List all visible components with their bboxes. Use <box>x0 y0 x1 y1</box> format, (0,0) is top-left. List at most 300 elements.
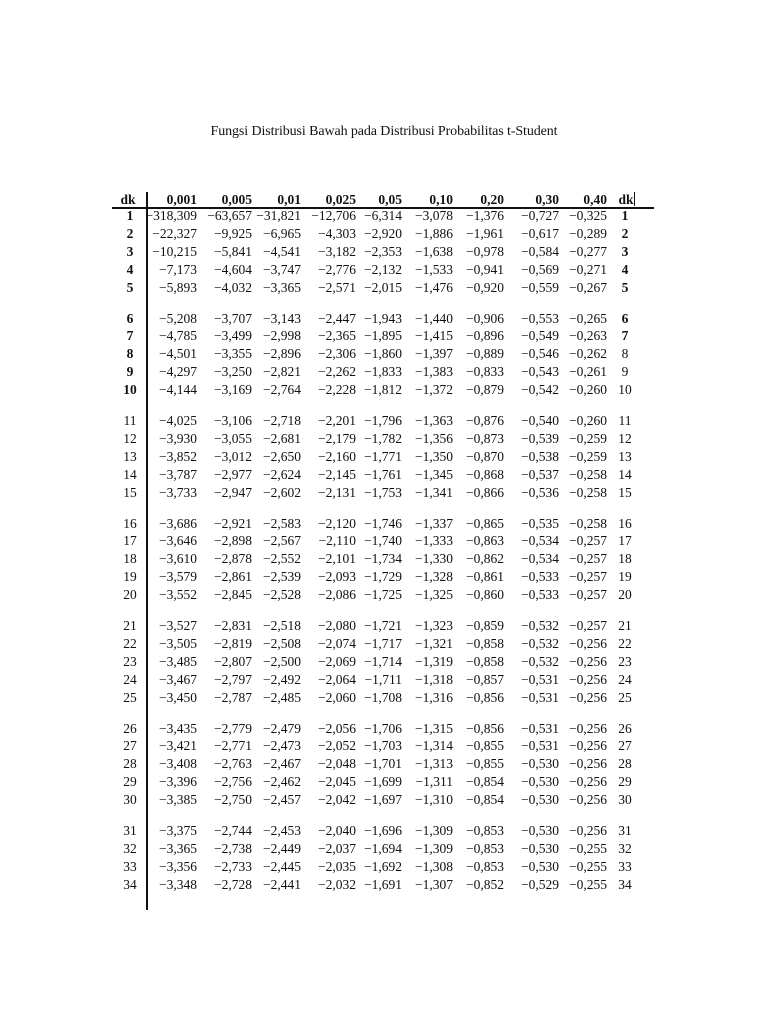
row-dk-right: 11 <box>618 413 632 428</box>
table-cell: −2,898 <box>214 533 252 549</box>
table-cell: −0,530 <box>521 756 559 772</box>
table-cell: −1,703 <box>364 738 402 754</box>
table-row <box>0 586 768 604</box>
table-row <box>0 671 768 689</box>
table-cell: −0,529 <box>521 876 559 892</box>
table-cell: −2,048 <box>318 756 356 772</box>
table-cell: −1,729 <box>364 569 402 585</box>
table-cell: −3,747 <box>263 261 301 277</box>
table-cell: −2,120 <box>318 515 356 531</box>
table-cell: −1,337 <box>415 515 453 531</box>
row-dk-left: 27 <box>123 738 137 754</box>
table-cell: −1,886 <box>415 225 453 241</box>
table-cell: −0,530 <box>521 823 559 838</box>
table-cell: −1,753 <box>364 484 402 500</box>
row-dk-left: 28 <box>123 756 137 772</box>
table-cell: −0,257 <box>569 569 607 585</box>
table-cell: −0,861 <box>466 569 504 585</box>
table-row <box>0 327 768 345</box>
row-dk-right: 26 <box>618 720 632 736</box>
table-cell: −0,856 <box>466 689 504 705</box>
table-cell: −2,518 <box>263 618 301 633</box>
table-cell: −3,055 <box>214 430 252 446</box>
row-dk-right: 20 <box>618 587 632 603</box>
table-cell: −1,415 <box>415 328 453 344</box>
table-cell: −2,069 <box>318 653 356 669</box>
table-cell: −0,879 <box>466 382 504 398</box>
table-cell: −2,365 <box>318 328 356 344</box>
table-cell: −2,042 <box>318 792 356 808</box>
row-dk-left: 15 <box>123 484 137 500</box>
table-cell: −2,861 <box>214 569 252 585</box>
table-cell: −1,711 <box>364 671 402 687</box>
table-cell: −0,532 <box>521 618 559 633</box>
table-cell: −2,132 <box>364 261 402 277</box>
table-cell: −1,318 <box>415 671 453 687</box>
table-row <box>0 207 768 225</box>
table-cell: −0,617 <box>521 225 559 241</box>
table-row <box>0 840 768 858</box>
row-dk-left: 24 <box>123 671 137 687</box>
table-row <box>0 791 768 809</box>
table-cell: −0,855 <box>466 738 504 754</box>
table-cell: −2,650 <box>263 448 301 464</box>
table-cell: −1,330 <box>415 551 453 567</box>
table-cell: −0,257 <box>569 587 607 603</box>
table-cell: −2,602 <box>263 484 301 500</box>
row-dk-right: 2 <box>621 225 629 241</box>
table-cell: −2,744 <box>214 823 252 838</box>
table-cell: −22,327 <box>152 225 197 241</box>
table-cell: −0,889 <box>466 346 504 362</box>
table-cell: −0,542 <box>521 382 559 398</box>
table-cell: −1,833 <box>364 364 402 380</box>
table-cell: −0,255 <box>569 876 607 892</box>
table-cell: −1,895 <box>364 328 402 344</box>
table-cell: −2,145 <box>318 466 356 482</box>
table-row <box>0 532 768 550</box>
table-cell: −2,457 <box>263 792 301 808</box>
table-cell: −2,353 <box>364 243 402 259</box>
table-cell: −6,314 <box>364 208 402 223</box>
row-dk-right: 6 <box>621 310 629 326</box>
table-cell: −2,921 <box>214 515 252 531</box>
table-cell: −4,501 <box>159 346 197 362</box>
table-cell: −31,821 <box>256 208 301 223</box>
table-cell: −3,686 <box>159 515 197 531</box>
table-cell: −1,321 <box>415 635 453 651</box>
table-cell: −10,215 <box>152 243 197 259</box>
table-cell: −0,978 <box>466 243 504 259</box>
table-cell: −1,372 <box>415 382 453 398</box>
table-cell: −0,569 <box>521 261 559 277</box>
table-row <box>0 466 768 484</box>
table-cell: −3,435 <box>159 720 197 736</box>
table-cell: −0,256 <box>569 720 607 736</box>
table-cell: −3,365 <box>263 279 301 295</box>
table-cell: −0,257 <box>569 551 607 567</box>
table-cell: −2,750 <box>214 792 252 808</box>
table-cell: −3,733 <box>159 484 197 500</box>
table-cell: −0,255 <box>569 840 607 856</box>
table-cell: −0,941 <box>466 261 504 277</box>
table-cell: −2,896 <box>263 346 301 362</box>
row-dk-right: 25 <box>618 689 632 705</box>
table-cell: −2,447 <box>318 310 356 326</box>
table-cell: −0,727 <box>521 208 559 223</box>
table-cell: −1,714 <box>364 653 402 669</box>
row-dk-left: 20 <box>123 587 137 603</box>
table-cell: −4,032 <box>214 279 252 295</box>
table-cell: −1,310 <box>415 792 453 808</box>
row-dk-left: 25 <box>123 689 137 705</box>
header-col-2: 0,005 <box>221 192 252 207</box>
table-cell: −5,893 <box>159 279 197 295</box>
table-row <box>0 515 768 533</box>
table-cell: −0,856 <box>466 720 504 736</box>
table-cell: −0,534 <box>521 551 559 567</box>
row-dk-right: 5 <box>621 279 629 295</box>
table-cell: −63,657 <box>207 208 252 223</box>
row-dk-right: 29 <box>618 774 632 790</box>
table-cell: −3,421 <box>159 738 197 754</box>
table-cell: −0,543 <box>521 364 559 380</box>
table-cell: −5,208 <box>159 310 197 326</box>
table-cell: −0,277 <box>569 243 607 259</box>
header-col-6: 0,10 <box>429 192 453 207</box>
table-cell: −2,764 <box>263 382 301 398</box>
row-dk-left: 10 <box>123 382 137 398</box>
table-cell: −0,559 <box>521 279 559 295</box>
table-cell: −0,866 <box>466 484 504 500</box>
table-cell: −2,831 <box>214 618 252 633</box>
table-cell: −0,260 <box>569 413 607 428</box>
table-cell: −1,315 <box>415 720 453 736</box>
table-cell: −0,873 <box>466 430 504 446</box>
table-cell: −2,306 <box>318 346 356 362</box>
table-cell: −1,696 <box>364 823 402 838</box>
table-cell: −1,328 <box>415 569 453 585</box>
table-cell: −0,863 <box>466 533 504 549</box>
table-cell: −0,862 <box>466 551 504 567</box>
table-cell: −1,782 <box>364 430 402 446</box>
table-cell: −1,397 <box>415 346 453 362</box>
table-cell: −1,701 <box>364 756 402 772</box>
table-cell: −2,086 <box>318 587 356 603</box>
table-cell: −2,228 <box>318 382 356 398</box>
table-cell: −0,860 <box>466 587 504 603</box>
row-dk-right: 32 <box>618 840 632 856</box>
table-cell: −3,579 <box>159 569 197 585</box>
table-cell: −1,363 <box>415 413 453 428</box>
table-row <box>0 635 768 653</box>
table-row <box>0 737 768 755</box>
table-cell: −1,309 <box>415 823 453 838</box>
table-cell: −2,064 <box>318 671 356 687</box>
table-cell: −0,530 <box>521 858 559 874</box>
table-cell: −1,333 <box>415 533 453 549</box>
table-cell: −0,265 <box>569 310 607 326</box>
row-dk-right: 17 <box>618 533 632 549</box>
table-cell: −3,552 <box>159 587 197 603</box>
table-cell: −0,549 <box>521 328 559 344</box>
table-cell: −3,505 <box>159 635 197 651</box>
row-dk-right: 27 <box>618 738 632 754</box>
table-cell: −2,093 <box>318 569 356 585</box>
row-dk-right: 14 <box>618 466 632 482</box>
table-cell: −2,160 <box>318 448 356 464</box>
row-dk-left: 16 <box>123 515 137 531</box>
table-cell: −2,179 <box>318 430 356 446</box>
table-cell: −1,860 <box>364 346 402 362</box>
table-cell: −0,530 <box>521 792 559 808</box>
table-cell: −0,259 <box>569 448 607 464</box>
table-cell: −318,309 <box>145 208 197 223</box>
table-cell: −7,173 <box>159 261 197 277</box>
table-cell: −1,308 <box>415 858 453 874</box>
row-dk-left: 5 <box>126 279 134 295</box>
table-cell: −2,797 <box>214 671 252 687</box>
table-cell: −1,943 <box>364 310 402 326</box>
table-cell: −2,738 <box>214 840 252 856</box>
table-cell: −0,876 <box>466 413 504 428</box>
row-dk-right: 22 <box>618 635 632 651</box>
table-cell: −1,440 <box>415 310 453 326</box>
table-cell: −3,143 <box>263 310 301 326</box>
row-dk-left: 2 <box>126 225 134 241</box>
table-cell: −2,032 <box>318 876 356 892</box>
row-dk-right: 4 <box>621 261 629 277</box>
table-cell: −4,541 <box>263 243 301 259</box>
table-cell: −1,476 <box>415 279 453 295</box>
table-cell: −3,527 <box>159 618 197 633</box>
table-cell: −2,045 <box>318 774 356 790</box>
table-cell: −4,144 <box>159 382 197 398</box>
table-cell: −0,853 <box>466 823 504 838</box>
table-cell: −3,375 <box>159 823 197 838</box>
table-cell: −0,256 <box>569 738 607 754</box>
header-col-1: 0,001 <box>166 192 197 207</box>
table-cell: −2,977 <box>214 466 252 482</box>
table-cell: −2,500 <box>263 653 301 669</box>
table-cell: −2,453 <box>263 823 301 838</box>
row-dk-right: 21 <box>618 618 632 633</box>
table-cell: −2,681 <box>263 430 301 446</box>
table-cell: −0,854 <box>466 774 504 790</box>
table-cell: −3,106 <box>214 413 252 428</box>
row-dk-left: 23 <box>123 653 137 669</box>
header-col-8: 0,30 <box>535 192 559 207</box>
table-cell: −0,532 <box>521 653 559 669</box>
table-row <box>0 310 768 328</box>
table-cell: −2,074 <box>318 635 356 651</box>
table-cell: −3,396 <box>159 774 197 790</box>
table-row <box>0 617 768 635</box>
table-cell: −0,255 <box>569 858 607 874</box>
row-dk-right: 31 <box>618 823 632 838</box>
table-cell: −1,771 <box>364 448 402 464</box>
table-cell: −4,785 <box>159 328 197 344</box>
table-cell: −0,256 <box>569 792 607 808</box>
row-dk-left: 8 <box>126 346 134 362</box>
table-cell: −0,256 <box>569 653 607 669</box>
header-col-3: 0,01 <box>277 192 301 207</box>
table-cell: −2,040 <box>318 823 356 838</box>
table-row <box>0 279 768 297</box>
table-cell: −0,906 <box>466 310 504 326</box>
table-cell: −0,530 <box>521 840 559 856</box>
row-dk-left: 18 <box>123 551 137 567</box>
table-cell: −2,718 <box>263 413 301 428</box>
table-cell: −2,462 <box>263 774 301 790</box>
table-cell: −4,303 <box>318 225 356 241</box>
table-cell: −3,012 <box>214 448 252 464</box>
table-cell: −4,025 <box>159 413 197 428</box>
table-row <box>0 773 768 791</box>
table-cell: −1,341 <box>415 484 453 500</box>
table-cell: −0,531 <box>521 671 559 687</box>
row-dk-left: 11 <box>123 413 137 428</box>
table-cell: −0,256 <box>569 823 607 838</box>
row-dk-right: 13 <box>618 448 632 464</box>
row-dk-right: 18 <box>618 551 632 567</box>
table-cell: −1,383 <box>415 364 453 380</box>
table-cell: −4,297 <box>159 364 197 380</box>
row-dk-right: 34 <box>618 876 632 892</box>
row-dk-left: 29 <box>123 774 137 790</box>
table-cell: −2,878 <box>214 551 252 567</box>
table-cell: −0,271 <box>569 261 607 277</box>
row-dk-right: 33 <box>618 858 632 874</box>
table-cell: −1,325 <box>415 587 453 603</box>
table-cell: −3,646 <box>159 533 197 549</box>
table-row <box>0 261 768 279</box>
table-cell: −2,131 <box>318 484 356 500</box>
table-cell: −3,610 <box>159 551 197 567</box>
table-cell: −0,865 <box>466 515 504 531</box>
row-dk-right: 7 <box>621 328 629 344</box>
table-cell: −3,852 <box>159 448 197 464</box>
table-row <box>0 225 768 243</box>
row-dk-left: 26 <box>123 720 137 736</box>
table-cell: −0,261 <box>569 364 607 380</box>
table-cell: −3,467 <box>159 671 197 687</box>
table-cell: −2,763 <box>214 756 252 772</box>
row-dk-left: 22 <box>123 635 137 651</box>
table-cell: −0,858 <box>466 653 504 669</box>
table-cell: −1,708 <box>364 689 402 705</box>
table-row <box>0 484 768 502</box>
table-row <box>0 243 768 261</box>
table-cell: −0,325 <box>569 208 607 223</box>
table-cell: −0,553 <box>521 310 559 326</box>
row-dk-left: 32 <box>123 840 137 856</box>
table-cell: −2,552 <box>263 551 301 567</box>
table-cell: −2,201 <box>318 413 356 428</box>
table-cell: −0,256 <box>569 635 607 651</box>
table-cell: −2,845 <box>214 587 252 603</box>
table-cell: −1,717 <box>364 635 402 651</box>
table-cell: −1,706 <box>364 720 402 736</box>
table-cell: −2,539 <box>263 569 301 585</box>
table-cell: −1,761 <box>364 466 402 482</box>
table-cell: −1,812 <box>364 382 402 398</box>
table-cell: −1,350 <box>415 448 453 464</box>
header-dk-left: dk <box>120 192 136 207</box>
table-cell: −0,537 <box>521 466 559 482</box>
table-cell: −1,691 <box>364 876 402 892</box>
table-cell: −2,571 <box>318 279 356 295</box>
header-col-5: 0,05 <box>378 192 402 207</box>
table-row <box>0 755 768 773</box>
table-cell: −3,169 <box>214 382 252 398</box>
row-dk-right: 23 <box>618 653 632 669</box>
table-cell: −1,699 <box>364 774 402 790</box>
table-cell: −2,756 <box>214 774 252 790</box>
table-cell: −0,853 <box>466 858 504 874</box>
table-cell: −0,540 <box>521 413 559 428</box>
table-cell: −2,508 <box>263 635 301 651</box>
table-cell: −0,858 <box>466 635 504 651</box>
table-row <box>0 876 768 894</box>
row-dk-right: 24 <box>618 671 632 687</box>
table-cell: −3,787 <box>159 466 197 482</box>
table-cell: −2,080 <box>318 618 356 633</box>
table-cell: −1,533 <box>415 261 453 277</box>
table-cell: −1,721 <box>364 618 402 633</box>
table-cell: −2,441 <box>263 876 301 892</box>
table-cell: −0,530 <box>521 774 559 790</box>
row-dk-right: 28 <box>618 756 632 772</box>
table-cell: −2,467 <box>263 756 301 772</box>
table-cell: −3,499 <box>214 328 252 344</box>
table-cell: −1,311 <box>415 774 453 790</box>
table-cell: −3,450 <box>159 689 197 705</box>
table-cell: −6,965 <box>263 225 301 241</box>
table-cell: −1,313 <box>415 756 453 772</box>
table-cell: −2,776 <box>318 261 356 277</box>
table-cell: −2,819 <box>214 635 252 651</box>
table-cell: −0,859 <box>466 618 504 633</box>
table-cell: −2,492 <box>263 671 301 687</box>
table-cell: −2,728 <box>214 876 252 892</box>
table-cell: −2,920 <box>364 225 402 241</box>
row-dk-right: 3 <box>621 243 629 259</box>
table-row <box>0 550 768 568</box>
table-cell: −0,584 <box>521 243 559 259</box>
table-cell: −0,536 <box>521 484 559 500</box>
table-cell: −2,035 <box>318 858 356 874</box>
row-dk-right: 30 <box>618 792 632 808</box>
table-row <box>0 568 768 586</box>
table-cell: −2,473 <box>263 738 301 754</box>
row-dk-left: 3 <box>126 243 134 259</box>
table-cell: −0,258 <box>569 466 607 482</box>
table-cell: −3,385 <box>159 792 197 808</box>
table-cell: −0,263 <box>569 328 607 344</box>
page-title: Fungsi Distribusi Bawah pada Distribusi Probabilitas t-Student <box>210 124 558 139</box>
table-cell: −0,257 <box>569 533 607 549</box>
table-row <box>0 720 768 738</box>
table-cell: −2,567 <box>263 533 301 549</box>
table-cell: −3,182 <box>318 243 356 259</box>
table-cell: −2,528 <box>263 587 301 603</box>
table-cell: −1,345 <box>415 466 453 482</box>
table-cell: −3,348 <box>159 876 197 892</box>
table-cell: −1,309 <box>415 840 453 856</box>
table-cell: −2,015 <box>364 279 402 295</box>
table-row <box>0 858 768 876</box>
